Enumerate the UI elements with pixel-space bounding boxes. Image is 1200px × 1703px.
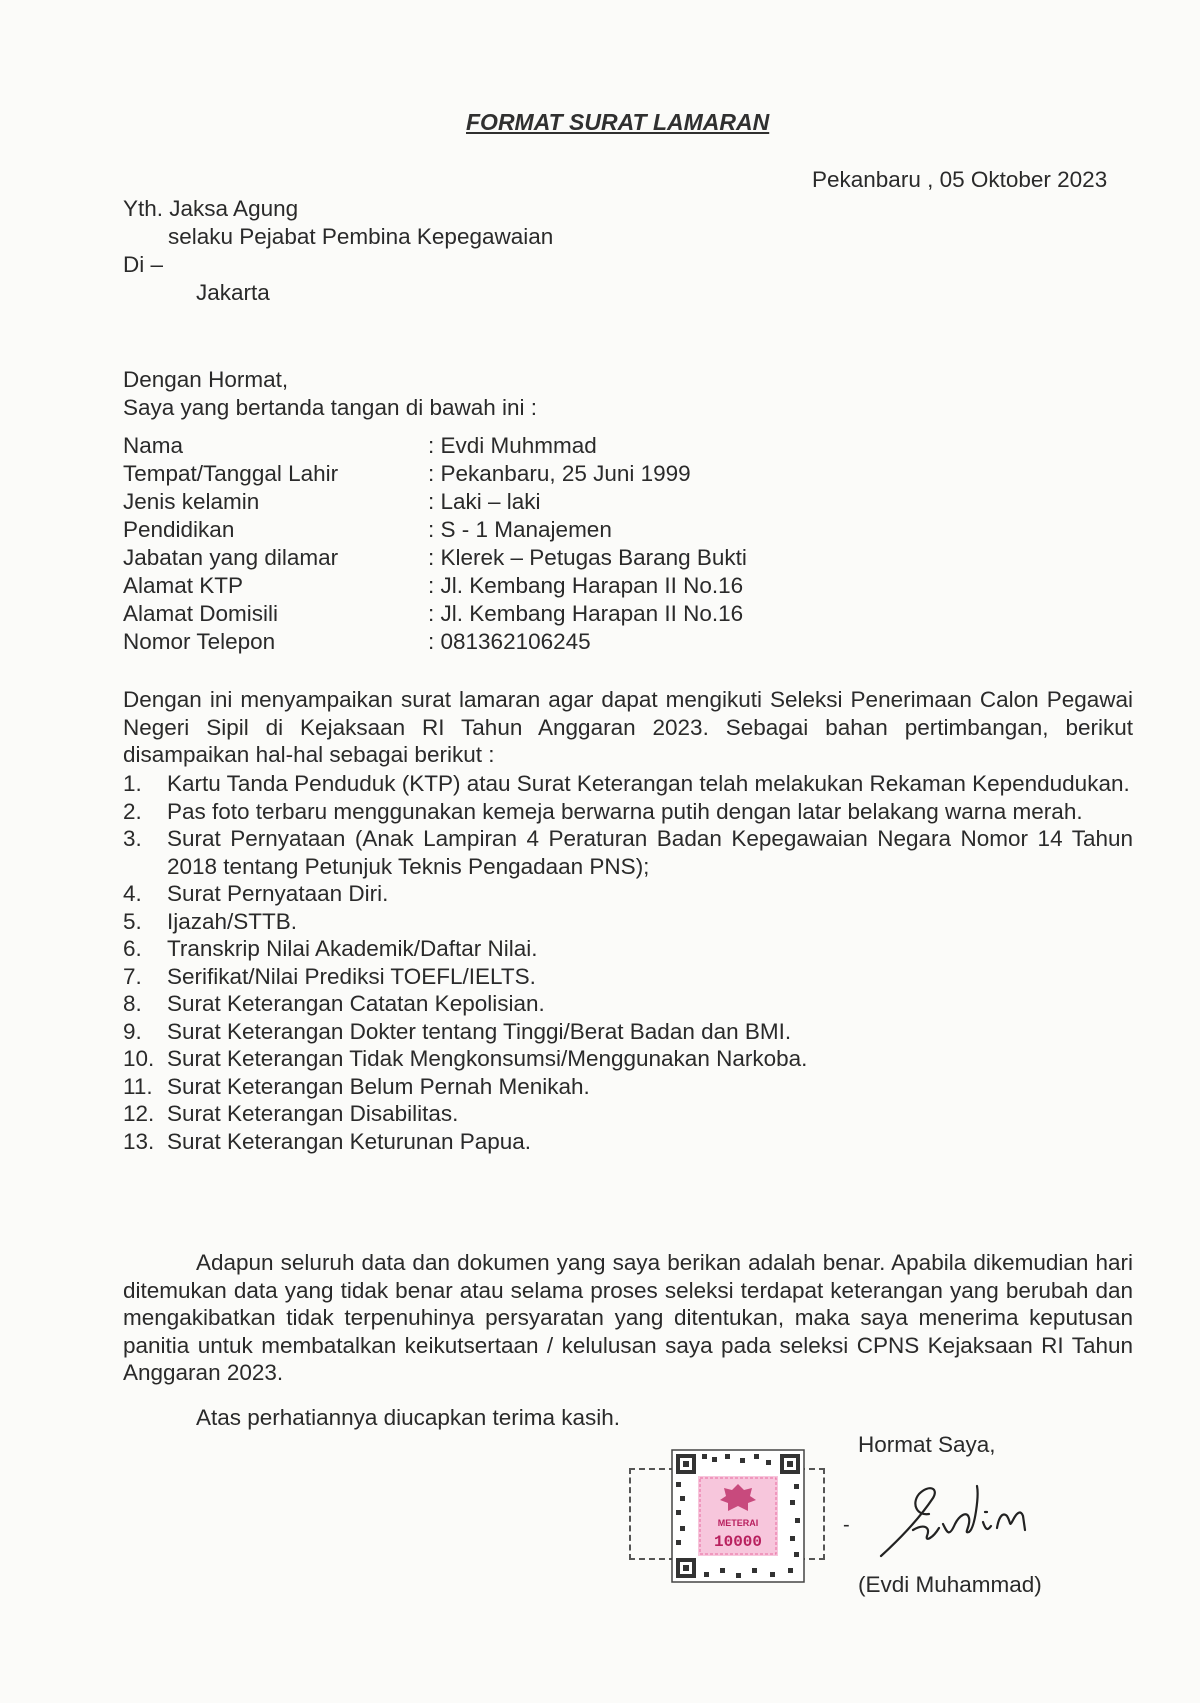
list-item-text: Surat Pernyataan Diri. bbox=[167, 881, 389, 906]
meterai-stamp bbox=[670, 1448, 806, 1584]
list-item bbox=[123, 770, 1133, 798]
closing-line: Atas perhatiannya diucapkan terima kasih. bbox=[196, 1405, 620, 1430]
list-item-text: Kartu Tanda Penduduk (KTP) atau Surat Keterangan telah melakukan Rekaman Kependudukan. bbox=[167, 771, 1130, 796]
identity-value: : Laki – laki bbox=[428, 489, 541, 514]
identity-label: Alamat Domisili bbox=[123, 601, 279, 626]
list-item-text: Pas foto terbaru menggunakan kemeja berwarna putih dengan latar belakang warna merah. bbox=[167, 798, 1083, 824]
list-item-number: 4. bbox=[123, 881, 142, 906]
greeting: Dengan Hormat, bbox=[123, 367, 289, 392]
list-item-number: 10. bbox=[123, 1046, 155, 1071]
place-date: Pekanbaru , 05 Oktober 2023 bbox=[812, 167, 1108, 192]
list-item bbox=[123, 880, 1133, 908]
list-item-number: 13. bbox=[123, 1128, 155, 1154]
list-item-number: 8. bbox=[123, 991, 142, 1016]
intro-line: Saya yang bertanda tangan di bawah ini : bbox=[123, 395, 538, 420]
requirements-list bbox=[123, 770, 1133, 1155]
stamp-label: METERAI bbox=[717, 1518, 759, 1528]
list-item-text: Surat Keterangan Belum Pernah Menikah. bbox=[167, 1073, 590, 1099]
recipient-line: Yth. Jaksa Agung bbox=[123, 196, 299, 221]
list-item-number: 11. bbox=[123, 1073, 153, 1099]
recipient-line: selaku Pejabat Pembina Kepegawaian bbox=[168, 224, 554, 249]
list-item bbox=[123, 935, 1133, 963]
list-item-number: 6. bbox=[123, 936, 142, 961]
list-item-text: Transkrip Nilai Akademik/Daftar Nilai. bbox=[167, 936, 538, 961]
recipient-line: Di – bbox=[123, 252, 164, 277]
list-item bbox=[123, 990, 1133, 1018]
identity-label: Nama bbox=[123, 433, 184, 458]
identity-label: Jabatan yang dilamar bbox=[123, 545, 339, 570]
list-item-text: Surat Pernyataan (Anak Lampiran 4 Peraturan Badan Kepegawaian Negara Nomor 14 Tahun 2018 tentang Petunjuk Teknis Pengadaan PNS); bbox=[167, 826, 1133, 879]
identity-label: Jenis kelamin bbox=[123, 489, 260, 514]
list-item bbox=[123, 1018, 1133, 1046]
identity-value: : Jl. Kembang Harapan II No.16 bbox=[428, 601, 744, 626]
signer-name: (Evdi Muhammad) bbox=[858, 1572, 1042, 1597]
list-item-text: Surat Keterangan Keturunan Papua. bbox=[167, 1128, 532, 1154]
list-item-number: 7. bbox=[123, 963, 142, 989]
list-item-text: Surat Keterangan Disabilitas. bbox=[167, 1101, 459, 1126]
list-item-number: 12. bbox=[123, 1101, 155, 1126]
identity-value: : Pekanbaru, 25 Juni 1999 bbox=[428, 461, 691, 486]
list-item bbox=[123, 1073, 1133, 1101]
list-item bbox=[123, 1045, 1133, 1073]
list-item-text: Surat Keterangan Catatan Kepolisian. bbox=[167, 991, 545, 1016]
paragraph-intro: Dengan ini menyampaikan surat lamaran agar dapat mengikuti Seleksi Penerimaan Calon Pegawai Negeri Sipil di Kejaksaan RI Tahun Anggaran 2023. Sebagai bahan pertimbangan, berikut disampaikan hal-hal sebagai berikut : bbox=[123, 687, 1133, 767]
handwritten-signature bbox=[873, 1476, 1043, 1566]
paragraph-statement: Adapun seluruh data dan dokumen yang saya berikan adalah benar. Apabila dikemudian hari ditemukan data yang tidak benar atau selama proses seleksi terdapat keterangan yang berubah dan mengakibatkan tidak terpenuhinya persyaratan yang ditentukan, maka saya menerima keputusan panitia untuk membatalkan keikutsertaan / kelulusan saya pada seleksi CPNS Kejaksaan RI Tahun Anggaran 2023. bbox=[123, 1250, 1133, 1385]
identity-value: : Jl. Kembang Harapan II No.16 bbox=[428, 573, 744, 598]
list-item bbox=[123, 1100, 1133, 1128]
document-title: FORMAT SURAT LAMARAN bbox=[466, 109, 770, 135]
list-item-number: 1. bbox=[123, 771, 142, 796]
identity-label: Tempat/Tanggal Lahir bbox=[123, 461, 339, 486]
recipient-block bbox=[123, 195, 553, 307]
identity-value: : 081362106245 bbox=[428, 629, 591, 654]
list-item-number: 9. bbox=[123, 1018, 142, 1044]
identity-label: Alamat KTP bbox=[123, 573, 244, 598]
identity-value: : Evdi Muhmmad bbox=[428, 433, 597, 458]
list-item bbox=[123, 798, 1133, 826]
identity-label: Nomor Telepon bbox=[123, 629, 276, 654]
identity-label: Pendidikan bbox=[123, 517, 235, 542]
list-item bbox=[123, 1128, 1133, 1156]
list-item-number: 5. bbox=[123, 908, 142, 934]
dash-mark: - bbox=[843, 1514, 850, 1536]
list-item-number: 3. bbox=[123, 826, 142, 851]
list-item-text: Surat Keterangan Tidak Mengkonsumsi/Menggunakan Narkoba. bbox=[167, 1046, 808, 1071]
list-item-number: 2. bbox=[123, 798, 142, 824]
signoff: Hormat Saya, bbox=[858, 1432, 996, 1457]
list-item-text: Surat Keterangan Dokter tentang Tinggi/Berat Badan dan BMI. bbox=[167, 1018, 792, 1044]
list-item bbox=[123, 963, 1133, 991]
identity-value: : S - 1 Manajemen bbox=[428, 517, 612, 542]
list-item bbox=[123, 825, 1133, 880]
stamp-amount: 10000 bbox=[713, 1533, 763, 1551]
recipient-city: Jakarta bbox=[196, 280, 270, 305]
greeting-block bbox=[123, 366, 537, 422]
list-item bbox=[123, 908, 1133, 936]
list-item-text: Ijazah/STTB. bbox=[167, 908, 298, 934]
list-item-text: Serifikat/Nilai Prediksi TOEFL/IELTS. bbox=[167, 963, 536, 989]
identity-value: : Klerek – Petugas Barang Bukti bbox=[428, 545, 747, 570]
